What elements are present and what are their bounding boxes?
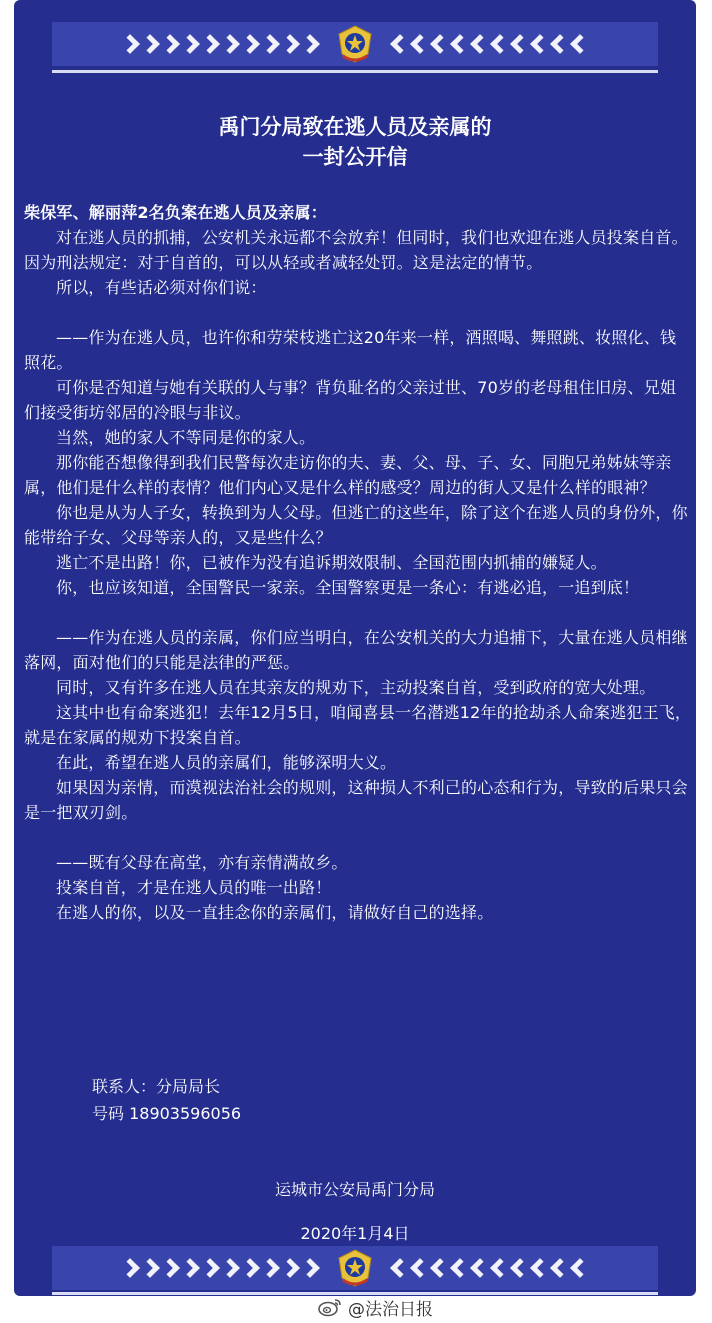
title-line-2: 一封公开信 bbox=[302, 145, 408, 169]
paragraph: 逃亡不是出路！你，已被作为没有追诉期效限制、全国范围内抓捕的嫌疑人。 bbox=[56, 553, 607, 572]
watermark-text: @法治日报 bbox=[348, 1299, 433, 1320]
paragraph: 可你是否知道与她有关联的人与事？背负耻名的父亲过世、70岁的老母租住旧房、兄姐们接受街坊邻居的冷眼与非议。 bbox=[24, 378, 677, 422]
contact-info bbox=[92, 1073, 241, 1127]
paragraph: 你，也应该知道，全国警民一家亲。全国警察更是一条心：有逃必追，一追到底！ bbox=[56, 578, 640, 597]
chevron-decoration-right bbox=[393, 37, 587, 51]
salutation: 柴保军、解丽萍2名负案在逃人员及亲属： bbox=[24, 203, 327, 222]
paragraph: 投案自首，才是在逃人员的唯一出路！ bbox=[56, 878, 332, 897]
paragraph: 所以，有些话必须对你们说： bbox=[56, 278, 267, 297]
title-line-1: 禹门分局致在逃人员及亲属的 bbox=[218, 115, 492, 139]
paragraph: 对在逃人员的抓捕，公安机关永远都不会放弃！但同时，我们也欢迎在逃人员投案自首。因为刑法规定：对于自首的，可以从轻或者减轻处罚。这是法定的情节。 bbox=[24, 228, 688, 272]
police-emblem-icon bbox=[335, 1248, 375, 1288]
signature-organization: 运城市公安局禹门分局 bbox=[274, 1180, 435, 1199]
contact-person: 联系人：分局局长 bbox=[92, 1077, 221, 1096]
paragraph: ——作为在逃人员的亲属，你们应当明白，在公安机关的大力追捕下，大量在逃人员相继落网，面对他们的只能是法律的严惩。 bbox=[24, 628, 688, 672]
paragraph: 在此，希望在逃人员的亲属们，能够深明大义。 bbox=[56, 753, 397, 772]
paragraph: 这其中也有命案逃犯！去年12月5日，咱闻喜县一名潜逃12年的抢劫杀人命案逃犯王飞，就是在家属的规劝下投案自首。 bbox=[24, 703, 692, 747]
chevron-decoration-left bbox=[123, 1261, 317, 1275]
paragraph: ——作为在逃人员，也许你和劳荣枝逃亡这20年来一样，酒照喝、舞照跳、妆照化、钱照花。 bbox=[24, 328, 677, 372]
bottom-banner bbox=[52, 1246, 658, 1290]
letter-body bbox=[24, 200, 692, 925]
letter-title bbox=[14, 112, 696, 172]
chevron-decoration-left bbox=[123, 37, 317, 51]
paragraph: 当然，她的家人不等同是你的家人。 bbox=[56, 428, 316, 447]
police-emblem-icon bbox=[335, 24, 375, 64]
signature-date: 2020年1月4日 bbox=[300, 1224, 410, 1243]
paragraph: ——既有父母在高堂，亦有亲情满故乡。 bbox=[56, 853, 348, 872]
paragraph: 那你能否想像得到我们民警每次走访你的夫、妻、父、母、子、女、同胞兄弟姊妹等亲属，他们是什么样的表情？他们内心又是什么样的感受？周边的街人又是什么样的眼神？ bbox=[24, 453, 672, 497]
source-watermark bbox=[318, 1294, 433, 1320]
paragraph: 在逃人的你，以及一直挂念你的亲属们，请做好自己的选择。 bbox=[56, 903, 494, 922]
paragraph: 你也是从为人子女，转换到为人父母。但逃亡的这些年，除了这个在逃人员的身份外，你能带给子女、父母等亲人的，又是些什么？ bbox=[24, 503, 688, 547]
open-letter-poster bbox=[14, 0, 696, 1296]
contact-phone: 号码 18903596056 bbox=[92, 1104, 242, 1123]
chevron-decoration-right bbox=[393, 1261, 587, 1275]
paragraph: 同时，又有许多在逃人员在其亲友的规劝下，主动投案自首，受到政府的宽大处理。 bbox=[56, 678, 656, 697]
weibo-icon bbox=[318, 1297, 342, 1317]
top-banner-rule bbox=[52, 70, 658, 73]
top-banner bbox=[52, 22, 658, 66]
paragraph: 如果因为亲情，而漠视法治社会的规则，这种损人不利己的心态和行为，导致的后果只会是一把双刃剑。 bbox=[24, 778, 688, 822]
